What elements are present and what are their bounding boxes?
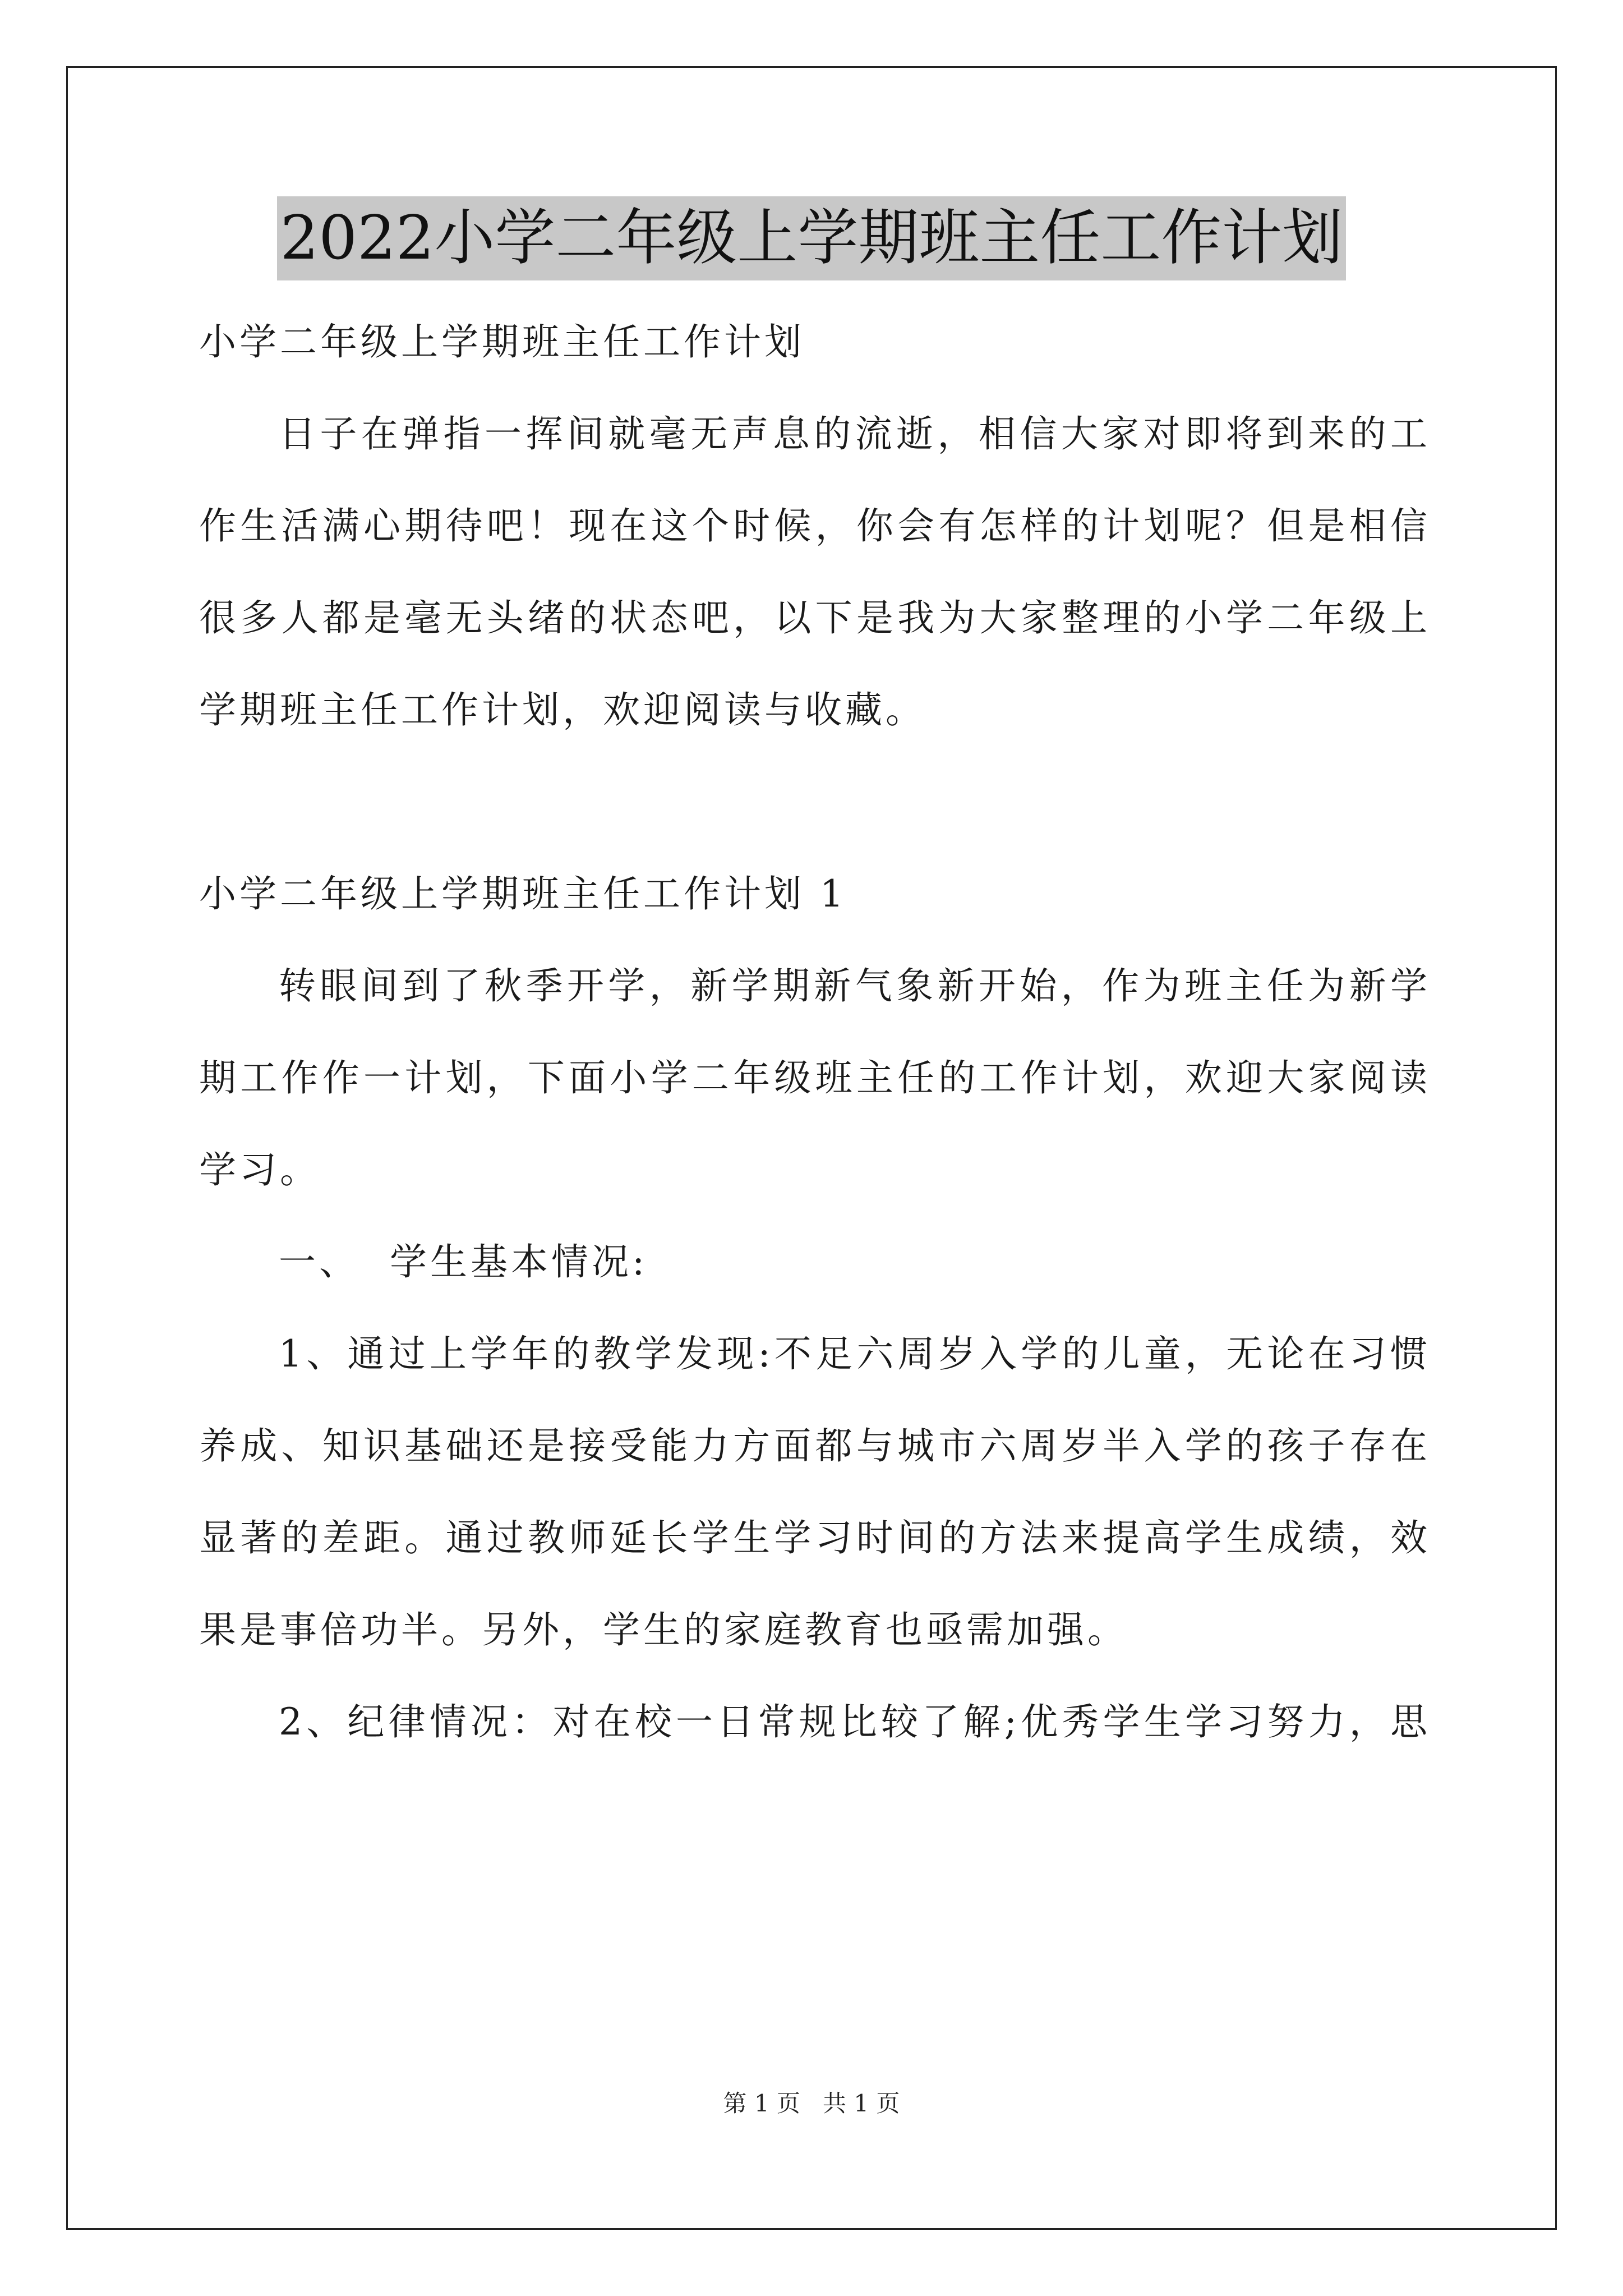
item-heading: 一、 学生基本情况: — [279, 1240, 648, 1283]
paragraph-line: 作生活满心期待吧！现在这个时候，你会有怎样的计划呢？但是相信 — [199, 504, 1427, 547]
paragraph-line: 1、通过上学年的教学发现:不足六周岁入学的儿童，无论在习惯 — [279, 1332, 1427, 1375]
title-container — [0, 196, 1623, 280]
paragraph-gap — [199, 774, 1427, 866]
page-number-label: 第 1 页 共 1 页 — [723, 2090, 900, 2117]
paragraph-line: 日子在弹指一挥间就毫无声息的流逝，相信大家对即将到来的工 — [279, 412, 1427, 455]
document-body — [199, 314, 1427, 1786]
paragraph-line: 果是事倍功半。另外，学生的家庭教育也亟需加强。 — [199, 1608, 1128, 1651]
paragraph-line: 很多人都是毫无头绪的状态吧，以下是我为大家整理的小学二年级上 — [199, 596, 1427, 639]
paragraph-line: 期工作作一计划，下面小学二年级班主任的工作计划，欢迎大家阅读 — [199, 1056, 1427, 1099]
paragraph-line: 转眼间到了秋季开学，新学期新气象新开始，作为班主任为新学 — [279, 964, 1427, 1007]
paragraph-line: 学期班主任工作计划，欢迎阅读与收藏。 — [199, 688, 926, 731]
page-footer — [0, 2087, 1623, 2120]
document-title: 2022小学二年级上学期班主任工作计划 — [277, 196, 1347, 280]
paragraph-line: 显著的差距。通过教师延长学生学习时间的方法来提高学生成绩，效 — [199, 1516, 1427, 1559]
paragraph-line: 2、纪律情况：对在校一日常规比较了解;优秀学生学习努力，思 — [279, 1700, 1427, 1743]
paragraph-line: 学习。 — [199, 1148, 320, 1191]
document-subtitle: 小学二年级上学期班主任工作计划 — [199, 320, 805, 364]
paragraph-line: 养成、知识基础还是接受能力方面都与城市六周岁半入学的孩子存在 — [199, 1424, 1427, 1467]
section-heading: 小学二年级上学期班主任工作计划 1 — [199, 872, 847, 915]
